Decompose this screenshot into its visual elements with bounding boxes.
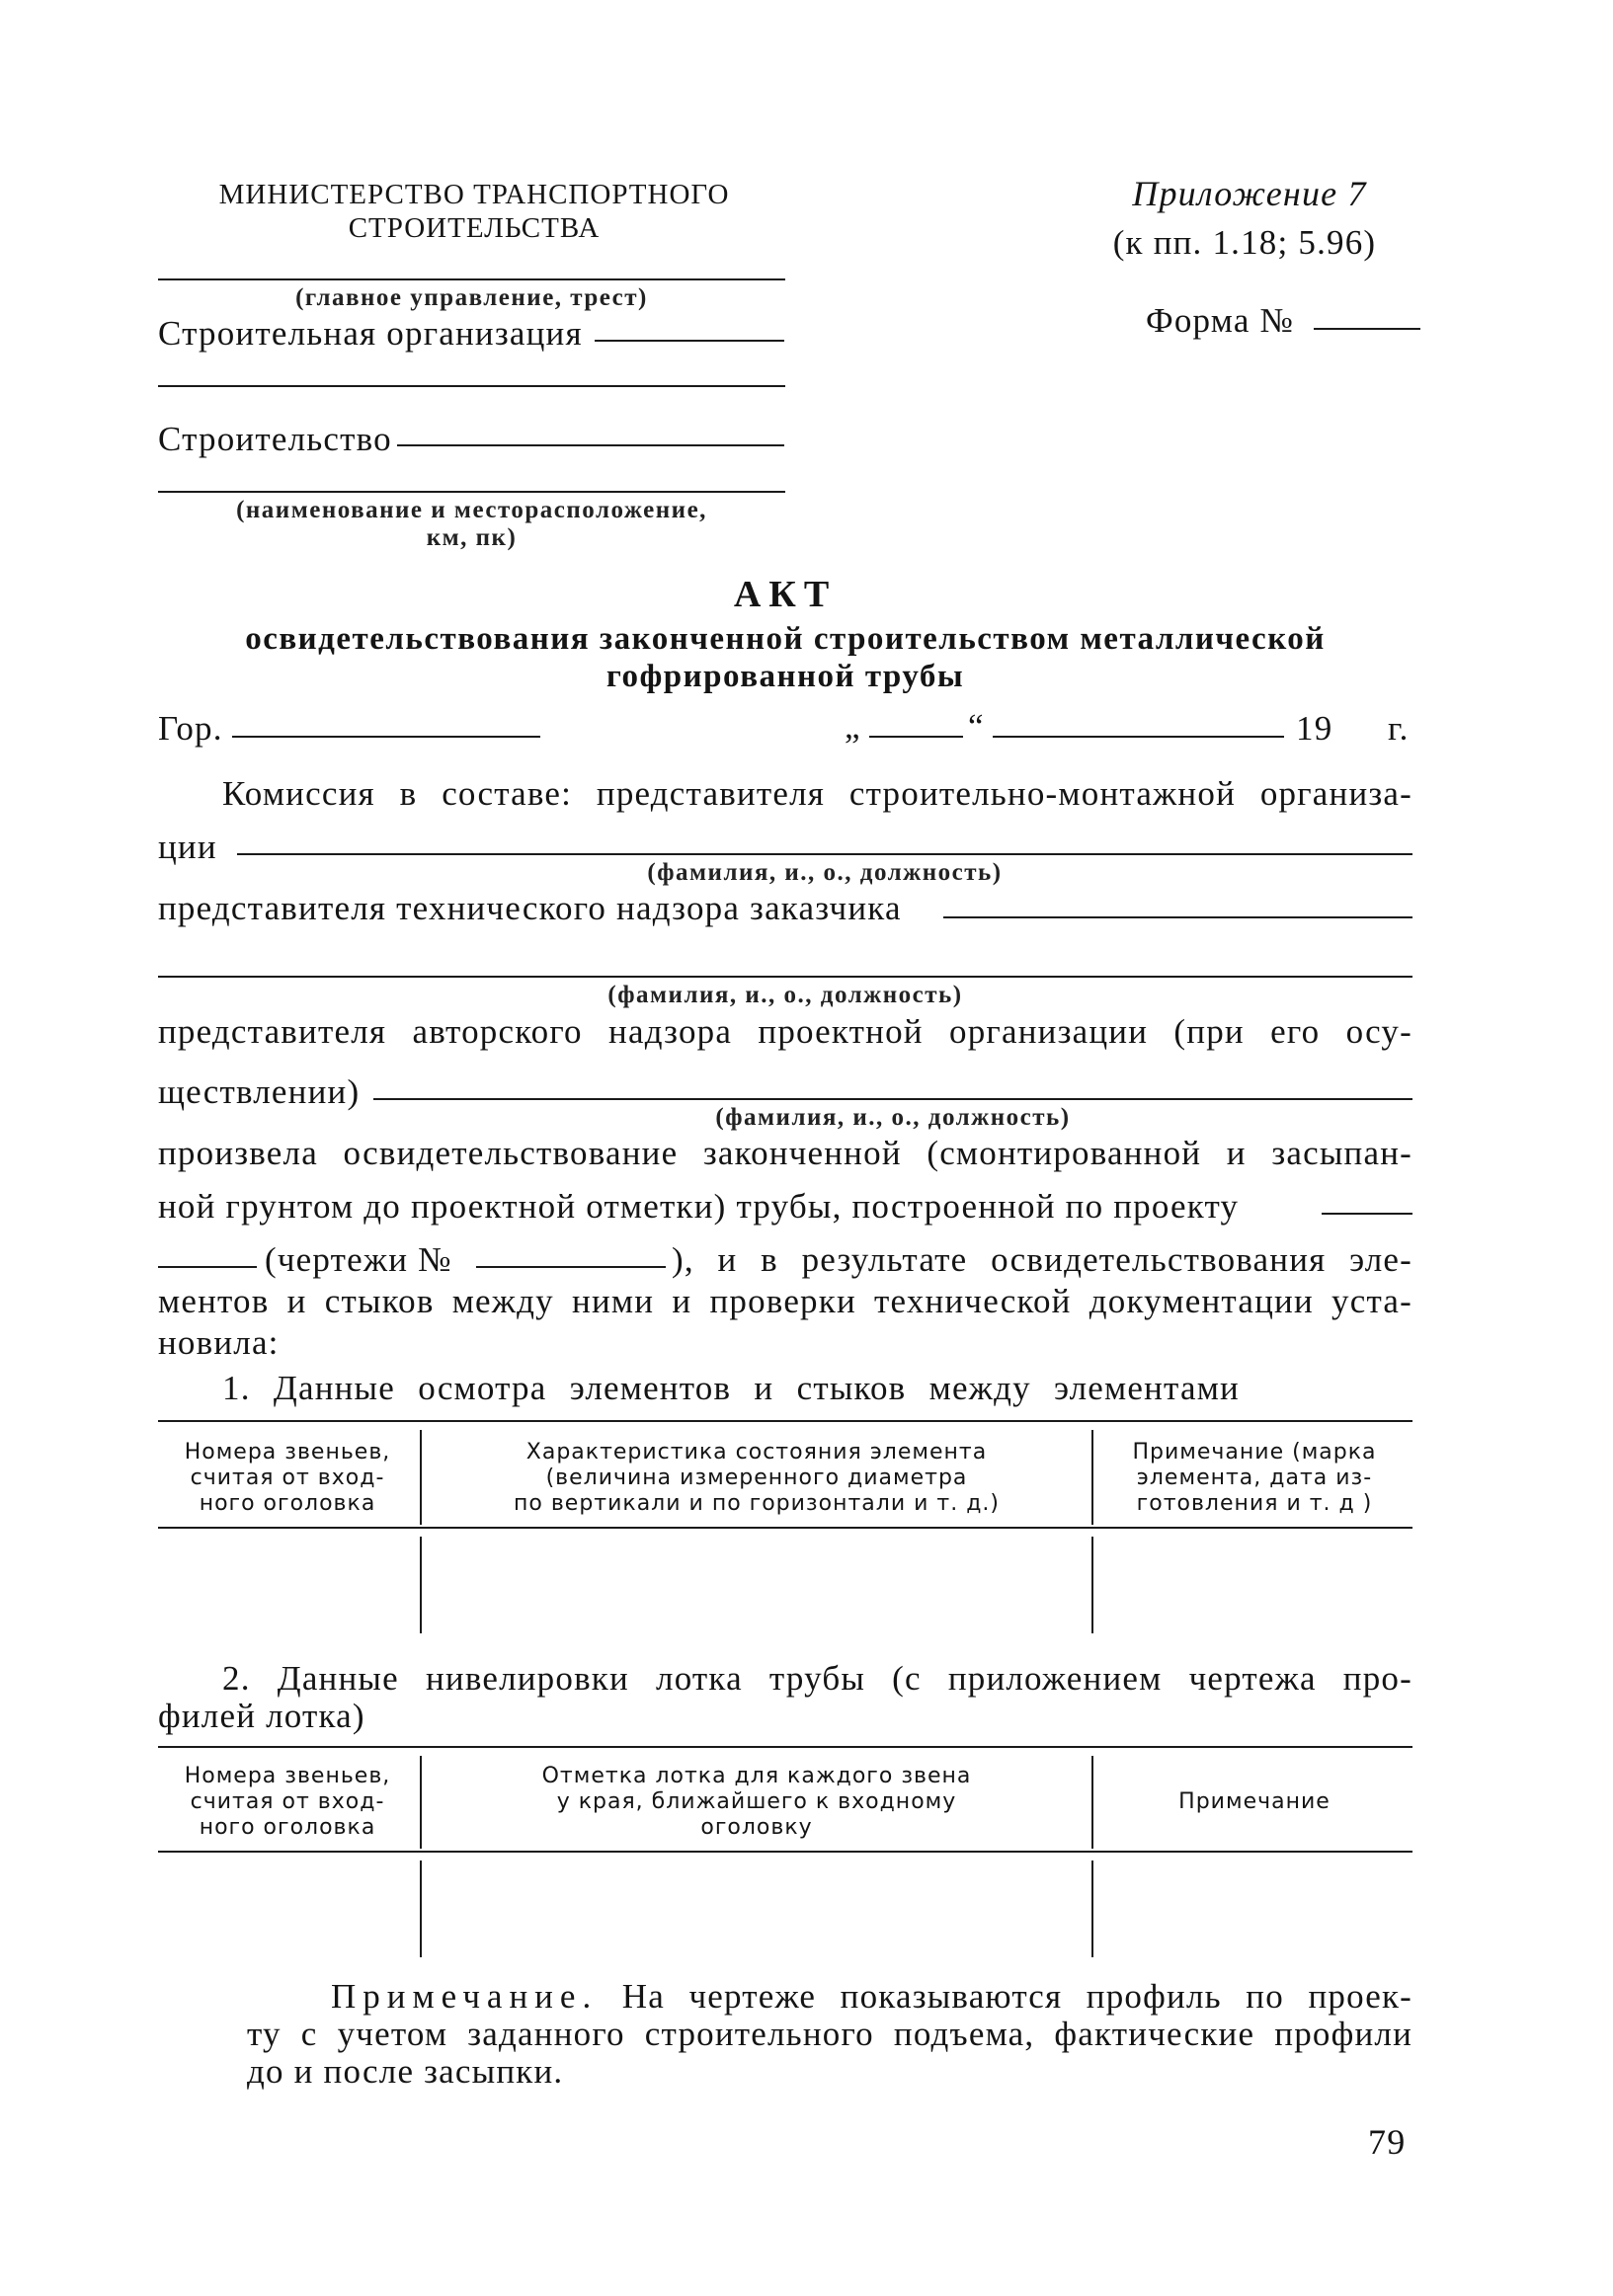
date-close-quote: “ (968, 707, 985, 746)
contractor-rep-line (237, 853, 1412, 855)
construction-org-line-2 (158, 385, 785, 387)
project-line-cont (158, 1266, 257, 1268)
inspection-line-4: ментов и стыков между ними и проверки технической документации уста- (158, 1282, 1412, 1320)
table1-divider-1-body (420, 1537, 422, 1633)
table2-divider-2 (1091, 1756, 1093, 1849)
table1-divider-1 (420, 1430, 422, 1525)
table1-col2-text-2: (величина измеренного диаметра (545, 1465, 968, 1490)
drawings-cont: ), и в результате освидетельствования эле- (672, 1240, 1412, 1279)
table2-col1-header (158, 1764, 417, 1841)
table2-col3-text-1: Примечание (1178, 1789, 1331, 1814)
table2-col1-text-3: ного оголовка (199, 1815, 376, 1840)
table1-divider-2 (1091, 1430, 1093, 1525)
table2-col1-text-1: Номера звеньев, (184, 1764, 391, 1788)
main-dept-caption: (главное управление, трест) (295, 284, 648, 311)
table2-col2-text-3: оголовку (700, 1815, 813, 1840)
month-line (993, 736, 1284, 738)
construction-caption-line-2: км, пк) (426, 524, 518, 551)
construction-caption-line-1: (наименование и месторасположение, (236, 497, 707, 523)
document-subtitle (158, 620, 1412, 695)
table2-divider-1 (420, 1756, 422, 1849)
table2-col2-text-2: у края, ближайшего к входному (556, 1789, 957, 1814)
inspection-line-2: ной грунтом до проектной отметки) трубы, построенной по проекту (158, 1187, 1240, 1226)
fio-caption-2: (фамилия, и., о., должность) (607, 982, 963, 1008)
table2-col1-text-2: считая от вход- (190, 1789, 385, 1814)
appendix-ref: (к пп. 1.18; 5.96) (1112, 223, 1377, 262)
table1-col2-text-3: по вертикали и по горизонтали и т. д.) (513, 1491, 1001, 1516)
table1-col3-text-2: элемента, дата из- (1136, 1465, 1373, 1490)
table1-col1-text-1: Номера звеньев, (184, 1440, 391, 1465)
construction-org-line (595, 340, 784, 342)
day-line (869, 736, 963, 738)
ministry-line-1: МИНИСТЕРСТВО ТРАНСПОРТНОГО (218, 179, 730, 210)
subtitle-line-1: освидетельствования законченной строительством металлической (245, 621, 1326, 657)
table1-top-border (158, 1420, 1412, 1422)
table2-col3-header (1096, 1789, 1412, 1815)
form-label: Форма № (1146, 301, 1295, 340)
note-line-1-rest: На чертеже показываются профиль по проек- (598, 1977, 1412, 2016)
table2-divider-2-body (1091, 1861, 1093, 1957)
table1-col3-header (1096, 1440, 1412, 1517)
table1-col2-header (425, 1440, 1089, 1517)
table2-top-border (158, 1746, 1412, 1748)
construction-org-label: Строительная организация (158, 314, 583, 353)
note-line-3: до и после засыпки. (247, 2052, 564, 2091)
city-line (232, 736, 540, 738)
main-dept-line (158, 278, 785, 280)
commission-line-2: ции (158, 828, 217, 866)
drawings-number-line (476, 1266, 666, 1268)
construction-label: Строительство (158, 420, 392, 458)
year-suffix: г. (1388, 709, 1410, 748)
city-label: Гор. (158, 709, 223, 748)
subtitle-line-2: гофрированной трубы (605, 659, 965, 694)
table1-col1-text-3: ного оголовка (199, 1491, 376, 1516)
section2-heading-line-1: 2. Данные нивелировки лотка трубы (с приложением чертежа про- (222, 1659, 1412, 1698)
table2-col2-text-1: Отметка лотка для каждого звена (541, 1764, 972, 1788)
tech-supervision-line (943, 916, 1412, 918)
section2-heading-line-2: филей лотка) (158, 1697, 365, 1735)
document-title: АКТ (733, 574, 838, 615)
construction-caption (158, 497, 785, 552)
table1-header-border (158, 1527, 1412, 1529)
table1-col1-text-2: считая от вход- (190, 1465, 385, 1490)
author-supervision-line-2: ществлении) (158, 1072, 361, 1111)
table1-col2-text-1: Характеристика состояния элемента (525, 1440, 988, 1465)
table1-divider-2-body (1091, 1537, 1093, 1633)
table1-col1-header (158, 1440, 417, 1517)
year-label: 19 (1296, 709, 1333, 748)
ministry-name (158, 178, 790, 245)
inspection-line-1: произвела освидетельствование законченной (смонтированной и засыпан- (158, 1134, 1412, 1172)
commission-line-1: Комиссия в составе: представителя строительно-монтажной организа- (222, 774, 1412, 813)
date-open-quote: „ (845, 707, 861, 746)
drawings-label: (чертежи № (265, 1240, 452, 1279)
fio-caption-3: (фамилия, и., о., должность) (715, 1104, 1071, 1131)
note-line-2: ту с учетом заданного строительного подъема, фактические профили (247, 2015, 1412, 2053)
fio-caption-1: (фамилия, и., о., должность) (647, 859, 1003, 886)
note-label: Примечание. (331, 1977, 599, 2016)
project-line (1322, 1213, 1412, 1215)
construction-line-2 (158, 491, 785, 493)
appendix-label: Приложение 7 (1132, 174, 1367, 213)
table1-col3-text-1: Примечание (марка (1132, 1440, 1377, 1465)
page-number: 79 (1368, 2122, 1407, 2162)
ministry-line-2: СТРОИТЕЛЬСТВА (348, 212, 601, 244)
table2-divider-1-body (420, 1861, 422, 1957)
note-line-1 (331, 1977, 1412, 2017)
inspection-line-5: новила: (158, 1323, 280, 1362)
tech-supervision-line-2 (158, 976, 1412, 978)
section1-heading: 1. Данные осмотра элементов и стыков между элементами (222, 1369, 1240, 1407)
construction-line (397, 444, 784, 446)
form-number-line (1314, 328, 1420, 330)
author-supervision-line (373, 1098, 1412, 1100)
table2-col2-header (425, 1764, 1089, 1841)
table2-header-border (158, 1851, 1412, 1853)
author-supervision-line-1: представителя авторского надзора проектной организации (при его осу- (158, 1012, 1412, 1051)
table1-col3-text-3: готовления и т. д ) (1136, 1491, 1373, 1516)
tech-supervision-label: представителя технического надзора заказчика (158, 889, 902, 927)
